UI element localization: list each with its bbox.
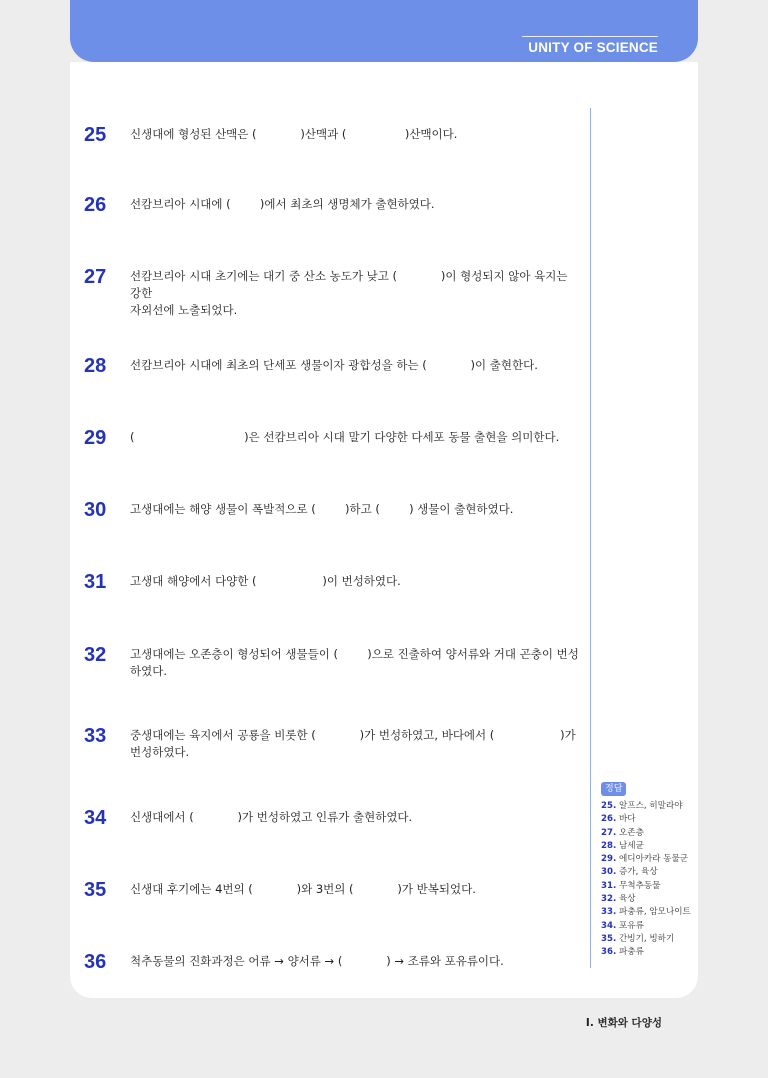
question-number: 33 bbox=[84, 725, 107, 747]
answer-text: 남세균 bbox=[618, 840, 644, 851]
question-text: 선캄브리아 시대에 ( )에서 최초의 생명체가 출현하였다. bbox=[130, 197, 435, 211]
question-number: 28 bbox=[84, 355, 107, 377]
answer-item bbox=[601, 893, 711, 906]
answer-text: 바다 bbox=[618, 814, 636, 825]
question-text: 고생대 해양에서 다양한 ( )이 번성하였다. bbox=[130, 574, 401, 588]
answer-number: 31. bbox=[601, 880, 617, 891]
question-number: 35 bbox=[84, 879, 107, 901]
question-text: ( )은 선캄브리아 시대 말기 다양한 다세포 동물 출현을 의미한다. bbox=[130, 430, 560, 444]
answer-text: 파충류 bbox=[618, 947, 644, 958]
question-number: 27 bbox=[84, 266, 107, 288]
question-number: 31 bbox=[84, 571, 107, 593]
answer-number: 25. bbox=[601, 801, 617, 811]
answer-text: 포유류 bbox=[618, 920, 644, 931]
answer-number: 32. bbox=[601, 894, 617, 905]
question-text: 신생대 후기에는 4번의 ( )와 3번의 ( )가 반복되었다. bbox=[130, 882, 476, 896]
header-divider-line bbox=[522, 36, 658, 37]
answer-text: 육상 bbox=[618, 894, 636, 905]
answer-list bbox=[601, 800, 711, 960]
answer-item bbox=[601, 840, 711, 853]
answer-number: 33. bbox=[601, 907, 617, 918]
question-text: 선캄브리아 시대에 최초의 단세포 생물이자 광합성을 하는 ( )이 출현한다. bbox=[130, 358, 538, 372]
answer-number: 36. bbox=[601, 947, 617, 958]
answer-number: 27. bbox=[601, 827, 617, 838]
question-number: 32 bbox=[84, 644, 107, 666]
question-number: 26 bbox=[84, 194, 107, 216]
answer-number: 34. bbox=[601, 920, 617, 931]
answer-item bbox=[601, 866, 711, 879]
answer-item bbox=[601, 946, 711, 959]
question-number: 36 bbox=[84, 951, 107, 973]
question-text: 중생대에는 육지에서 공룡을 비롯한 ( )가 번성하였고, 바다에서 ( )가 번성하였다. bbox=[130, 728, 576, 759]
answer-number: 29. bbox=[601, 854, 617, 865]
answer-number: 30. bbox=[601, 867, 617, 878]
answer-item bbox=[601, 880, 711, 893]
answer-number: 35. bbox=[601, 933, 617, 944]
question-text: 신생대에 형성된 산맥은 ( )산맥과 ( )산맥이다. bbox=[130, 127, 458, 141]
answer-text: 알프스, 히말라야 bbox=[618, 801, 683, 811]
question-text: 신생대에서 ( )가 번성하였고 인류가 출현하였다. bbox=[130, 810, 413, 824]
answer-item bbox=[601, 906, 711, 919]
answer-item bbox=[601, 920, 711, 933]
answer-number: 28. bbox=[601, 840, 617, 851]
question-text: 고생대에는 해양 생물이 폭발적으로 ( )하고 ( ) 생물이 출현하였다. bbox=[130, 502, 514, 516]
question-text: 척추동물의 진화과정은 어류 → 양서류 → ( ) → 조류와 포유류이다. bbox=[130, 954, 504, 968]
answer-text: 증가, 육상 bbox=[618, 867, 658, 878]
answer-label-badge: 정답 bbox=[601, 782, 626, 796]
answer-text: 에디아카라 동물군 bbox=[618, 854, 689, 865]
question-number: 30 bbox=[84, 499, 107, 521]
question-number: 29 bbox=[84, 427, 107, 449]
answer-text: 간빙기, 빙하기 bbox=[618, 933, 675, 944]
answer-column-divider bbox=[590, 108, 591, 968]
answer-number: 26. bbox=[601, 814, 617, 825]
question-number: 34 bbox=[84, 807, 107, 829]
answer-text: 파충류, 암모나이트 bbox=[618, 907, 691, 918]
answer-item bbox=[601, 800, 711, 813]
question-text: 선캄브리아 시대 초기에는 대기 중 산소 농도가 낮고 ( )이 형성되지 않아 육지는 강한 자외선에 노출되었다. bbox=[130, 269, 568, 317]
answer-item bbox=[601, 933, 711, 946]
header-title: UNITY OF SCIENCE bbox=[528, 40, 658, 55]
question-number: 25 bbox=[84, 124, 107, 146]
chapter-footer: Ⅰ. 변화와 다양성 bbox=[585, 1017, 662, 1029]
answer-text: 무척추동물 bbox=[618, 880, 661, 891]
answer-item bbox=[601, 827, 711, 840]
answer-text: 오존층 bbox=[618, 827, 644, 838]
answer-item bbox=[601, 853, 711, 866]
answer-item bbox=[601, 813, 711, 826]
question-text: 고생대에는 오존층이 형성되어 생물들이 ( )으로 진출하여 양서류와 거대 곤충이 번성 하였다. bbox=[130, 647, 579, 678]
